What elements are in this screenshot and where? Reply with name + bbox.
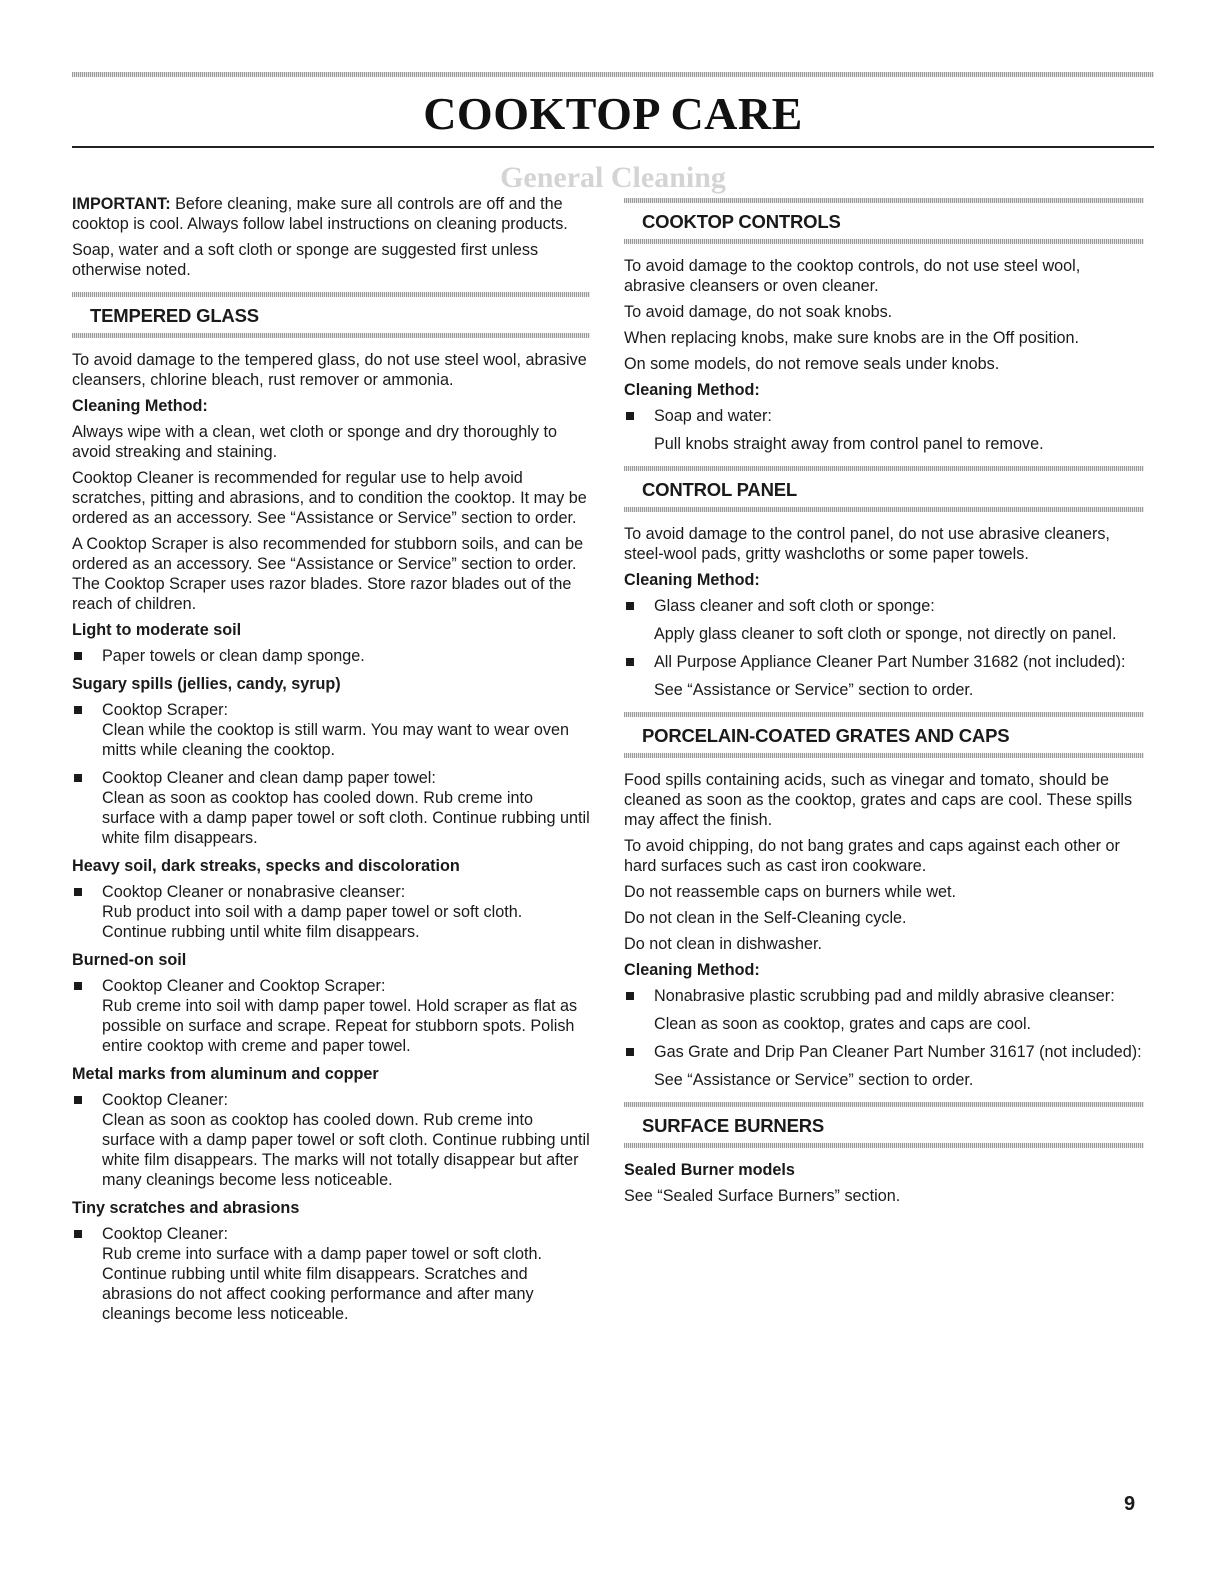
soil-heading: Burned-on soil bbox=[72, 951, 187, 969]
bullet-list bbox=[624, 986, 1144, 1006]
list-item-text: Cooktop Scraper: bbox=[102, 701, 228, 719]
section-title: TEMPERED GLASS bbox=[90, 305, 259, 326]
section-bottom-rule bbox=[624, 239, 1144, 244]
list-item-detail: Rub creme into soil with damp paper towel. Hold scraper as flat as possible on surface and scrape. Repeat for stubborn spots. Polish entire cooktop with creme and paper towel. bbox=[102, 997, 578, 1055]
section-header-cooktop-controls bbox=[624, 198, 1144, 244]
list-item-detail: Rub creme into surface with a damp paper towel or soft cloth. Continue rubbing until white film disappears. Scratches and abrasions do not affect cooking performance and after many cleanings become less noticeable. bbox=[102, 1245, 542, 1323]
section-bottom-rule bbox=[624, 753, 1144, 758]
paragraph: Do not clean in the Self-Cleaning cycle. bbox=[624, 909, 907, 927]
list-item-text: Paper towels or clean damp sponge. bbox=[102, 647, 365, 665]
list-item-text: Cooktop Cleaner: bbox=[102, 1091, 228, 1109]
list-item-detail: Apply glass cleaner to soft cloth or sponge, not directly on panel. bbox=[654, 625, 1117, 643]
list-item-text: Gas Grate and Drip Pan Cleaner Part Number 31617 (not included): bbox=[654, 1043, 1142, 1061]
page-subtitle: General Cleaning bbox=[500, 161, 726, 194]
soil-heading: Light to moderate soil bbox=[72, 621, 242, 639]
paragraph: On some models, do not remove seals under knobs. bbox=[624, 355, 1000, 373]
page-number: 9 bbox=[1124, 1493, 1136, 1515]
paragraph: Do not clean in dishwasher. bbox=[624, 935, 822, 953]
section-title: CONTROL PANEL bbox=[642, 479, 797, 500]
top-decorative-rule bbox=[72, 72, 1154, 77]
list-item-detail: See “Assistance or Service” section to order. bbox=[654, 681, 974, 699]
cleaning-method-heading: Cleaning Method: bbox=[624, 961, 760, 979]
bullet-icon bbox=[74, 774, 82, 782]
bullet-list bbox=[72, 700, 590, 848]
list-item bbox=[72, 1090, 590, 1190]
list-item bbox=[72, 646, 590, 666]
list-item bbox=[624, 986, 1144, 1006]
soil-heading: Metal marks from aluminum and copper bbox=[72, 1065, 379, 1083]
paragraph: To avoid damage to the cooktop controls, do not use steel wool, abrasive cleansers or oven cleaner. bbox=[624, 257, 1081, 295]
paragraph: A Cooktop Scraper is also recommended for stubborn soils, and can be ordered as an accessory. See “Assistance or Service” section to order. The Cooktop Scraper uses razor blades. Store razor blades out of the reach of children. bbox=[72, 535, 584, 613]
bullet-list bbox=[72, 646, 590, 666]
cleaning-method-heading: Cleaning Method: bbox=[624, 571, 760, 589]
section-header-porcelain-grates bbox=[624, 712, 1144, 758]
page-title: COOKTOP CARE bbox=[423, 88, 803, 139]
burner-models-heading: Sealed Burner models bbox=[624, 1161, 795, 1179]
bullet-list bbox=[624, 652, 1144, 672]
paragraph: To avoid damage to the tempered glass, do not use steel wool, abrasive cleansers, chlorine bleach, rust remover or ammonia. bbox=[72, 351, 587, 389]
cleaning-method-heading: Cleaning Method: bbox=[72, 397, 208, 415]
list-item-text: Cooktop Cleaner and Cooktop Scraper: bbox=[102, 977, 386, 995]
paragraph: To avoid chipping, do not bang grates and caps against each other or hard surfaces such as cast iron cookware. bbox=[624, 837, 1120, 875]
section-bottom-rule bbox=[624, 1143, 1144, 1148]
bullet-icon bbox=[626, 412, 634, 420]
section-header-tempered-glass bbox=[72, 292, 590, 338]
paragraph: To avoid damage, do not soak knobs. bbox=[624, 303, 893, 321]
important-paragraph bbox=[72, 194, 590, 234]
bullet-icon bbox=[626, 992, 634, 1000]
section-title: COOKTOP CONTROLS bbox=[642, 211, 841, 232]
bullet-icon bbox=[626, 602, 634, 610]
bullet-icon bbox=[74, 652, 82, 660]
list-item-text: Nonabrasive plastic scrubbing pad and mildly abrasive cleanser: bbox=[654, 987, 1115, 1005]
paragraph: Do not reassemble caps on burners while wet. bbox=[624, 883, 957, 901]
important-text: Before cleaning, make sure all controls are off and the cooktop is cool. Always follow label instructions on cleaning products. bbox=[72, 195, 568, 233]
list-item-detail: Rub product into soil with a damp paper towel or soft cloth. Continue rubbing until white film disappears. bbox=[102, 903, 523, 941]
list-item bbox=[624, 1042, 1144, 1062]
soil-heading: Heavy soil, dark streaks, specks and discoloration bbox=[72, 857, 460, 875]
list-item bbox=[624, 406, 1144, 426]
list-item bbox=[624, 596, 1144, 616]
bullet-icon bbox=[74, 982, 82, 990]
bullet-list bbox=[624, 406, 1144, 426]
list-item-detail: See “Assistance or Service” section to order. bbox=[654, 1071, 974, 1089]
bullet-icon bbox=[626, 1048, 634, 1056]
bullet-list bbox=[72, 1224, 590, 1324]
title-underline bbox=[72, 146, 1154, 148]
list-item bbox=[72, 1224, 590, 1324]
list-item-detail: Clean as soon as cooktop, grates and caps are cool. bbox=[654, 1015, 1032, 1033]
important-label: IMPORTANT: bbox=[72, 195, 171, 213]
list-item bbox=[72, 700, 590, 760]
list-item bbox=[72, 882, 590, 942]
list-item-text: Soap and water: bbox=[654, 407, 772, 425]
paragraph: See “Sealed Surface Burners” section. bbox=[624, 1187, 901, 1205]
soil-heading: Tiny scratches and abrasions bbox=[72, 1199, 300, 1217]
section-header-control-panel bbox=[624, 466, 1144, 512]
list-item-detail: Clean as soon as cooktop has cooled down. Rub creme into surface with a damp paper towel or soft cloth. Continue rubbing until white film disappears. The marks will not totally disappear but after many cleanings become less noticeable. bbox=[102, 1111, 590, 1189]
paragraph: When replacing knobs, make sure knobs are in the Off position. bbox=[624, 329, 1079, 347]
list-item bbox=[72, 768, 590, 848]
soil-heading: Sugary spills (jellies, candy, syrup) bbox=[72, 675, 341, 693]
list-item bbox=[72, 976, 590, 1056]
paragraph: To avoid damage to the control panel, do not use abrasive cleaners, steel-wool pads, gritty washcloths or some paper towels. bbox=[624, 525, 1110, 563]
bullet-list bbox=[624, 1042, 1144, 1062]
bullet-icon bbox=[74, 1096, 82, 1104]
cleaning-method-heading: Cleaning Method: bbox=[624, 381, 760, 399]
right-column bbox=[624, 198, 1144, 1212]
bullet-icon bbox=[626, 658, 634, 666]
list-item-detail: Clean as soon as cooktop has cooled down. Rub creme into surface with a damp paper towel or soft cloth. Continue rubbing until white film disappears. bbox=[102, 789, 590, 847]
list-item-detail: Pull knobs straight away from control panel to remove. bbox=[654, 435, 1044, 453]
bullet-list bbox=[72, 882, 590, 942]
section-title: SURFACE BURNERS bbox=[642, 1115, 825, 1136]
paragraph: Cooktop Cleaner is recommended for regular use to help avoid scratches, pitting and abrasions, and to condition the cooktop. It may be ordered as an accessory. See “Assistance or Service” section to order. bbox=[72, 469, 587, 527]
section-bottom-rule bbox=[72, 333, 590, 338]
list-item-text: Glass cleaner and soft cloth or sponge: bbox=[654, 597, 935, 615]
intro-paragraph: Soap, water and a soft cloth or sponge are suggested first unless otherwise noted. bbox=[72, 241, 539, 279]
bullet-list bbox=[624, 596, 1144, 616]
section-title: PORCELAIN-COATED GRATES AND CAPS bbox=[642, 725, 1010, 746]
bullet-icon bbox=[74, 888, 82, 896]
list-item-text: Cooktop Cleaner: bbox=[102, 1225, 228, 1243]
list-item-detail: Clean while the cooktop is still warm. You may want to wear oven mitts while cleaning the cooktop. bbox=[102, 721, 569, 759]
list-item-text: All Purpose Appliance Cleaner Part Number 31682 (not included): bbox=[654, 653, 1126, 671]
bullet-icon bbox=[74, 1230, 82, 1238]
list-item-text: Cooktop Cleaner or nonabrasive cleanser: bbox=[102, 883, 406, 901]
bullet-icon bbox=[74, 706, 82, 714]
bullet-list bbox=[72, 976, 590, 1056]
list-item-text: Cooktop Cleaner and clean damp paper towel: bbox=[102, 769, 436, 787]
paragraph: Food spills containing acids, such as vinegar and tomato, should be cleaned as soon as the cooktop, grates and caps are cool. These spills may affect the finish. bbox=[624, 771, 1133, 829]
paragraph: Always wipe with a clean, wet cloth or sponge and dry thoroughly to avoid streaking and staining. bbox=[72, 423, 557, 461]
section-bottom-rule bbox=[624, 507, 1144, 512]
list-item bbox=[624, 652, 1144, 672]
section-header-surface-burners bbox=[624, 1102, 1144, 1148]
bullet-list bbox=[72, 1090, 590, 1190]
left-column bbox=[72, 194, 590, 1332]
